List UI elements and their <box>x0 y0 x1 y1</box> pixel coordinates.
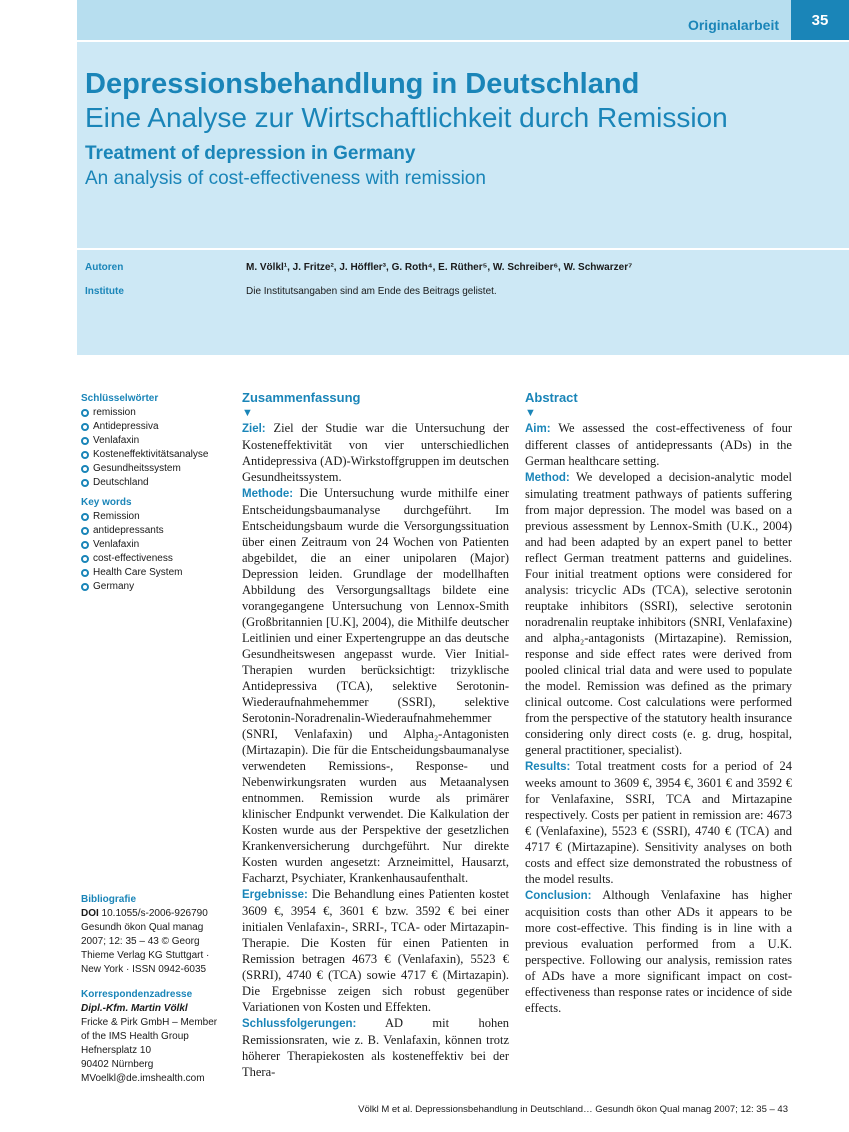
keyword-item: Kosteneffektivitätsanalyse <box>81 448 221 462</box>
bullet-icon <box>81 555 89 563</box>
correspondence-email[interactable]: MVoelkl@de.imshealth.com <box>81 1073 205 1084</box>
bibliography-line: 2007; 12: 35 – 43 © Georg <box>81 936 200 947</box>
correspondence-heading: Korrespondenzadresse <box>81 989 193 1000</box>
bullet-icon <box>81 527 89 535</box>
meta-block <box>77 250 849 355</box>
bullet-icon <box>81 465 89 473</box>
bullet-icon <box>81 569 89 577</box>
bullet-icon <box>81 409 89 417</box>
bullet-icon <box>81 437 89 445</box>
page-footer: Völkl M et al. Depressionsbehandlung in Deutschland… Gesundh ökon Qual manag 2007; 12: 35 – 43 <box>358 1104 788 1115</box>
bibliography-line: Gesundh ökon Qual manag <box>81 922 204 933</box>
title-german: Depressionsbehandlung in Deutschland <box>85 68 640 100</box>
title-block <box>77 42 849 248</box>
institute-label: Institute <box>85 286 124 297</box>
keyword-item: Health Care System <box>81 566 221 580</box>
keyword-item: remission <box>81 406 221 420</box>
abstract-heading: Abstract <box>525 390 578 405</box>
bibliography-line: Thieme Verlag KG Stuttgart · <box>81 950 210 961</box>
triangle-down-icon: ▼ <box>242 407 253 419</box>
keyword-item: Gesundheitssystem <box>81 462 221 476</box>
bullet-icon <box>81 583 89 591</box>
keyword-item: Venlafaxin <box>81 434 221 448</box>
bullet-icon <box>81 451 89 459</box>
correspondence-name: Dipl.-Kfm. Martin Völkl <box>81 1003 188 1014</box>
abstract-paragraph-results: Results: Total treatment costs for a period of 24 weeks amount to 3609 €, 3954 €, 3601 € and 3592 € for Venlafaxine, SSRI, TCA and Mirtazapine respectively. Costs per patient in remission are: 4673 € (Venlafaxine), 5523 € (SSRI), 4740 € (TCA) and 4717 € (Mirtazapine). Sensitivity analyses on both costs and effect size demonstrated the robustness of the model results. <box>525 759 792 886</box>
keywords-de-heading: Schlüsselwörter <box>81 393 159 404</box>
keywords-de-list <box>81 406 221 490</box>
authors-label: Autoren <box>85 262 124 273</box>
abstract-paragraph-method: Method: We developed a decision-analytic model simulating treatment pathways of patients suffering from major depression. The model was based on a previous assessment by Lennox-Smith (U.K., 2004) and had been adapted by an expert panel to better reflect German treatment patterns and guidelines. Four initial treatment options were considered for analysis: tricyclic ADs (TCA), selective serotonin reuptake inhibitors (SSRI), selective serotonin noradrenalin reuptake inhibitors (SNRI, Venlafaxine) and alpha₂-antagonists (Mirtazapine). Remission, response and side effect rates were derived from pooled clinical trial data and were used to populate the model. Remission was defined as the primary clinical outcome. Cost calculations were performed from the perspective of the statutory health insurance considering only direct costs (e. g. drug, hospital, general practitioner, specialist). <box>525 470 792 757</box>
keyword-item: antidepressants <box>81 524 221 538</box>
bibliography-block <box>81 893 231 977</box>
keyword-item: Remission <box>81 510 221 524</box>
triangle-down-icon: ▼ <box>525 407 536 419</box>
authors: M. Völkl¹, J. Fritze², J. Höffler³, G. Roth⁴, E. Rüther⁵, W. Schreiber⁶, W. Schwarzer⁷ <box>246 262 633 273</box>
section-label: Originalarbeit <box>687 17 779 33</box>
keywords-en-list <box>81 510 221 594</box>
keyword-item: Deutschland <box>81 476 221 490</box>
bibliography-heading: Bibliografie <box>81 894 137 905</box>
doi-line <box>81 907 231 921</box>
keyword-item: Germany <box>81 580 221 594</box>
summary-german-column <box>242 390 509 1080</box>
correspondence-line: Fricke & Pirk GmbH – Member <box>81 1017 218 1028</box>
bibliography-line: New York · ISSN 0942-6035 <box>81 964 207 975</box>
bullet-icon <box>81 513 89 521</box>
subtitle-english: An analysis of cost-effectiveness with remission <box>85 168 486 189</box>
summary-paragraph-method: Methode: Die Untersuchung wurde mithilfe einer Entscheidungsbaumanalyse durchgeführt. Im Entscheidungsbaum wurde die Versorgungssituation über einen Zeitraum von 24 Wochen von Patienten abgebildet, die an einer unipolaren (Major) Depression leiden. Grundlage der modellhaften Abbildung des Versorgungsalltags bildete eine vorangegangene Untersuchung von Lennox-Smith (Großbritannien [U.K], 2004), die Mithilfe deutscher Leitlinien und einer Expertengruppe an das deutsche Gesundheitswesen angepasst wurde. Vier Initial-Therapien wurden berücksichtigt: trizyklische Antidepressiva (TCA), selektive Serotonin-Wiederaufnahmehemmer (SSRI), selektive Serotonin-Noradrenalin-Wiederaufnahmehemmer (SNRI, Venlafaxin) und Alpha₂-Antagonisten (Mirtazapin). Die für die Entscheidungsbaumanalyse verwendeten Remissions-, Response- und Nebenwirkungsraten wurden aus Metaanalysen entnommen. Remission wurde als primärer klinischer Endpunkt verwendet. Die Kalkulation der Kosten wurde aus der Perspektive der gesetzlichen Krankenversicherung durchgeführt. Nur direkte Kosten wurden angesetzt: Arzneimittel, Hausarzt, Facharzt, Psychiater, Krankenhausaufenthalt. <box>242 486 509 885</box>
correspondence-block <box>81 988 231 1086</box>
subtitle-german: Eine Analyse zur Wirtschaftlichkeit durch Remission <box>85 102 728 133</box>
correspondence-line: Hefnersplatz 10 <box>81 1045 152 1056</box>
keywords-sidebar <box>81 392 221 594</box>
keyword-item: cost-effectiveness <box>81 552 221 566</box>
abstract-english-column <box>525 390 792 1016</box>
header-bar <box>77 0 849 40</box>
keyword-item: Antidepressiva <box>81 420 221 434</box>
keywords-en-heading: Key words <box>81 497 132 508</box>
abstract-paragraph-aim: Aim: We assessed the cost-effectiveness of four different classes of antidepressants (ADs) in the German healthcare setting. <box>525 421 792 468</box>
bullet-icon <box>81 541 89 549</box>
bullet-icon <box>81 423 89 431</box>
doi-label: DOI <box>81 908 99 919</box>
abstract-paragraph-conclusion: Conclusion: Although Venlafaxine has higher acquisition costs than other ADs it appears to be more cost-effective. This finding is in line with a previous evaluation performed from a U.K. perspective. Following our analysis, remission rates of ADs have a more significant impact on cost-effectiveness than response rates or incidence of side effects. <box>525 888 792 1015</box>
summary-paragraph-results: Ergebnisse: Die Behandlung eines Patienten kostet 3609 €, 3954 €, 3601 € bzw. 3592 € bei einer initialen Venlafaxin-, SRRI-, TCA- oder Mirtazapin-Therapie. Die Kosten für einen Patienten in Remission betragen 4673 € (Venlafaxin), 5523 € (SRRI), 4740 € (TCA) sowie 4717 € (Mirtazapin). Die Ergebnisse zeigen sich robust gegenüber Variationen von Kosten und Effekten. <box>242 887 509 1014</box>
institute-note: Die Institutsangaben sind am Ende des Beitrags gelistet. <box>246 286 497 297</box>
summary-paragraph-aim: Ziel: Ziel der Studie war die Untersuchung der Kosteneffektivität von vier unterschiedlichen Antidepressiva (AD)-Wirkstoffgruppen im deutschen Gesundheitssystem. <box>242 421 509 484</box>
page-number: 35 <box>791 0 849 40</box>
summary-paragraph-conclusion: Schlussfolgerungen: AD mit hohen Remissionsraten, wie z. B. Venlafaxin, können trotz höherer Therapiekosten als kosteneffektiv bei der Thera- <box>242 1016 509 1079</box>
summary-heading: Zusammenfassung <box>242 390 361 405</box>
correspondence-line: 90402 Nürnberg <box>81 1059 154 1070</box>
doi-value[interactable]: 10.1055/s-2006-926790 <box>98 908 208 919</box>
bullet-icon <box>81 479 89 487</box>
title-english: Treatment of depression in Germany <box>85 143 416 164</box>
keyword-item: Venlafaxin <box>81 538 221 552</box>
correspondence-line: of the IMS Health Group <box>81 1031 189 1042</box>
